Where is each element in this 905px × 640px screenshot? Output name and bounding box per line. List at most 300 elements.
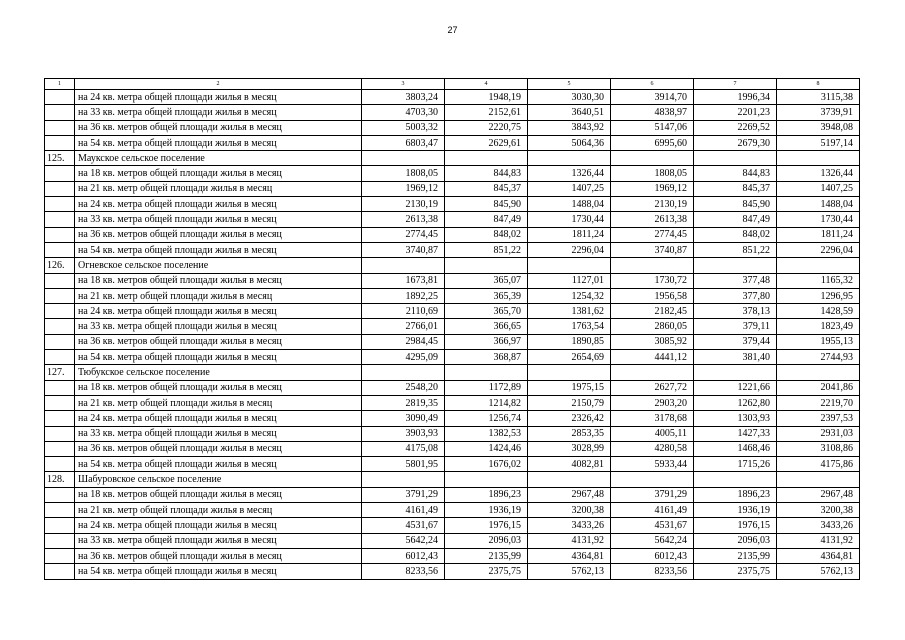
value-cell: 5003,32 — [362, 120, 445, 135]
row-number-cell — [45, 334, 75, 349]
value-cell: 845,37 — [694, 181, 777, 196]
value-cell: 2150,79 — [528, 395, 611, 410]
value-cell: 3085,92 — [611, 334, 694, 349]
value-cell: 2096,03 — [694, 533, 777, 548]
value-cell: 1326,44 — [777, 166, 860, 181]
value-cell: 1488,04 — [528, 197, 611, 212]
value-cell: 2130,19 — [362, 197, 445, 212]
value-cell: 3914,70 — [611, 90, 694, 105]
value-cell: 1428,59 — [777, 304, 860, 319]
value-cell: 4364,81 — [528, 548, 611, 563]
value-cell: 3200,38 — [528, 503, 611, 518]
value-cell: 1890,85 — [528, 334, 611, 349]
value-cell: 4364,81 — [777, 548, 860, 563]
value-cell: 2201,23 — [694, 105, 777, 120]
table-row — [45, 288, 860, 303]
value-cell: 1427,33 — [694, 426, 777, 441]
value-cell: 2152,61 — [445, 105, 528, 120]
row-number-cell — [45, 441, 75, 456]
row-label-cell: на 21 кв. метр общей площади жилья в месяц — [75, 503, 362, 518]
row-number-cell — [45, 227, 75, 242]
value-cell: 2967,48 — [777, 487, 860, 502]
row-number-cell: 126. — [45, 258, 75, 273]
value-cell: 4082,81 — [528, 457, 611, 472]
value-cell: 2269,52 — [694, 120, 777, 135]
row-number-cell — [45, 242, 75, 257]
value-cell: 1715,26 — [694, 457, 777, 472]
value-cell: 381,40 — [694, 350, 777, 365]
table-body — [45, 79, 860, 580]
value-cell: 2548,20 — [362, 380, 445, 395]
value-cell: 1488,04 — [777, 197, 860, 212]
settlement-name-cell: Шабуровское сельское поселение — [75, 472, 362, 487]
value-cell: 377,48 — [694, 273, 777, 288]
table-row — [45, 564, 860, 579]
value-cell: 2041,86 — [777, 380, 860, 395]
value-cell: 365,39 — [445, 288, 528, 303]
value-cell: 3740,87 — [362, 242, 445, 257]
value-cell: 1256,74 — [445, 411, 528, 426]
column-number-cell: 2 — [75, 79, 362, 90]
value-cell: 3090,49 — [362, 411, 445, 426]
row-number-cell — [45, 212, 75, 227]
value-cell: 2853,35 — [528, 426, 611, 441]
column-number-cell: 4 — [445, 79, 528, 90]
value-cell: 2679,30 — [694, 135, 777, 150]
value-cell: 2774,45 — [362, 227, 445, 242]
value-cell: 2326,42 — [528, 411, 611, 426]
value-cell: 2219,70 — [777, 395, 860, 410]
value-cell: 1381,62 — [528, 304, 611, 319]
value-cell: 2860,05 — [611, 319, 694, 334]
value-cell: 2182,45 — [611, 304, 694, 319]
value-cell: 2903,20 — [611, 395, 694, 410]
row-label-cell: на 36 кв. метров общей площади жилья в месяц — [75, 548, 362, 563]
value-cell: 5197,14 — [777, 135, 860, 150]
value-cell — [528, 365, 611, 380]
value-cell — [528, 472, 611, 487]
value-cell: 848,02 — [694, 227, 777, 242]
value-cell — [445, 365, 528, 380]
value-cell: 1127,01 — [528, 273, 611, 288]
value-cell: 4161,49 — [362, 503, 445, 518]
value-cell: 3803,24 — [362, 90, 445, 105]
row-label-cell: на 21 кв. метр общей площади жилья в месяц — [75, 181, 362, 196]
row-label-cell: на 18 кв. метров общей площади жилья в месяц — [75, 487, 362, 502]
row-number-cell — [45, 503, 75, 518]
value-cell: 5064,36 — [528, 135, 611, 150]
column-number-row — [45, 79, 860, 90]
value-cell: 1892,25 — [362, 288, 445, 303]
value-cell: 1673,81 — [362, 273, 445, 288]
row-number-cell — [45, 288, 75, 303]
value-cell: 2654,69 — [528, 350, 611, 365]
tariff-table — [44, 78, 860, 580]
value-cell: 8233,56 — [611, 564, 694, 579]
value-cell: 5762,13 — [528, 564, 611, 579]
value-cell: 378,13 — [694, 304, 777, 319]
value-cell: 5642,24 — [362, 533, 445, 548]
value-cell: 1407,25 — [777, 181, 860, 196]
value-cell: 5147,06 — [611, 120, 694, 135]
value-cell — [528, 258, 611, 273]
row-label-cell: на 36 кв. метров общей площади жилья в месяц — [75, 334, 362, 349]
page-number: 27 — [447, 25, 458, 35]
value-cell — [362, 151, 445, 166]
value-cell: 365,07 — [445, 273, 528, 288]
row-number-cell — [45, 395, 75, 410]
value-cell: 2135,99 — [445, 548, 528, 563]
value-cell: 3115,38 — [777, 90, 860, 105]
value-cell: 1214,82 — [445, 395, 528, 410]
table-row — [45, 120, 860, 135]
row-label-cell: на 36 кв. метров общей площади жилья в месяц — [75, 441, 362, 456]
value-cell — [528, 151, 611, 166]
table-row — [45, 135, 860, 150]
table-row — [45, 90, 860, 105]
table-row — [45, 273, 860, 288]
value-cell: 3791,29 — [611, 487, 694, 502]
table-row — [45, 518, 860, 533]
value-cell: 1424,46 — [445, 441, 528, 456]
row-label-cell: на 24 кв. метра общей площади жилья в месяц — [75, 304, 362, 319]
row-label-cell: на 33 кв. метра общей площади жилья в месяц — [75, 426, 362, 441]
column-number-cell: 7 — [694, 79, 777, 90]
column-number-cell: 3 — [362, 79, 445, 90]
value-cell — [777, 258, 860, 273]
row-number-cell — [45, 304, 75, 319]
row-number-cell: 125. — [45, 151, 75, 166]
table-row — [45, 411, 860, 426]
value-cell: 5933,44 — [611, 457, 694, 472]
value-cell: 1172,89 — [445, 380, 528, 395]
row-number-cell — [45, 533, 75, 548]
row-number-cell — [45, 90, 75, 105]
value-cell: 3433,26 — [528, 518, 611, 533]
value-cell: 4703,30 — [362, 105, 445, 120]
row-label-cell: на 54 кв. метра общей площади жилья в месяц — [75, 135, 362, 150]
row-label-cell: на 24 кв. метра общей площади жилья в месяц — [75, 411, 362, 426]
value-cell: 1382,53 — [445, 426, 528, 441]
value-cell: 2819,35 — [362, 395, 445, 410]
value-cell: 3791,29 — [362, 487, 445, 502]
value-cell: 2296,04 — [528, 242, 611, 257]
value-cell — [445, 151, 528, 166]
table-row — [45, 166, 860, 181]
value-cell: 4531,67 — [611, 518, 694, 533]
table-row — [45, 350, 860, 365]
value-cell: 1969,12 — [362, 181, 445, 196]
value-cell: 2613,38 — [362, 212, 445, 227]
value-cell: 6012,43 — [611, 548, 694, 563]
row-label-cell: на 36 кв. метров общей площади жилья в месяц — [75, 120, 362, 135]
table-row — [45, 227, 860, 242]
row-number-cell — [45, 319, 75, 334]
value-cell: 366,65 — [445, 319, 528, 334]
table-row — [45, 441, 860, 456]
row-number-cell: 128. — [45, 472, 75, 487]
table-row — [45, 503, 860, 518]
row-number-cell — [45, 105, 75, 120]
value-cell: 2096,03 — [445, 533, 528, 548]
value-cell — [777, 472, 860, 487]
value-cell — [611, 258, 694, 273]
value-cell — [445, 472, 528, 487]
value-cell — [611, 472, 694, 487]
value-cell: 2375,75 — [445, 564, 528, 579]
value-cell: 2931,03 — [777, 426, 860, 441]
row-label-cell: на 18 кв. метров общей площади жилья в месяц — [75, 166, 362, 181]
value-cell: 2375,75 — [694, 564, 777, 579]
column-number-cell: 5 — [528, 79, 611, 90]
row-number-cell — [45, 564, 75, 579]
value-cell: 1969,12 — [611, 181, 694, 196]
value-cell: 1823,49 — [777, 319, 860, 334]
table-row — [45, 105, 860, 120]
table-row — [45, 395, 860, 410]
table-row — [45, 548, 860, 563]
value-cell: 1303,93 — [694, 411, 777, 426]
value-cell — [694, 258, 777, 273]
value-cell: 2296,04 — [777, 242, 860, 257]
value-cell: 1468,46 — [694, 441, 777, 456]
row-label-cell: на 21 кв. метр общей площади жилья в месяц — [75, 288, 362, 303]
value-cell: 1975,15 — [528, 380, 611, 395]
value-cell — [611, 151, 694, 166]
value-cell: 845,90 — [694, 197, 777, 212]
value-cell: 1936,19 — [694, 503, 777, 518]
value-cell: 847,49 — [445, 212, 528, 227]
row-label-cell: на 18 кв. метров общей площади жилья в месяц — [75, 273, 362, 288]
value-cell: 4441,12 — [611, 350, 694, 365]
value-cell: 1407,25 — [528, 181, 611, 196]
row-label-cell: на 33 кв. метра общей площади жилья в месяц — [75, 105, 362, 120]
value-cell: 844,83 — [445, 166, 528, 181]
settlement-header-row — [45, 365, 860, 380]
value-cell — [777, 151, 860, 166]
value-cell: 6995,60 — [611, 135, 694, 150]
value-cell: 847,49 — [694, 212, 777, 227]
settlement-name-cell: Тюбукское сельское поселение — [75, 365, 362, 380]
value-cell: 1763,54 — [528, 319, 611, 334]
value-cell: 3739,91 — [777, 105, 860, 120]
value-cell: 2220,75 — [445, 120, 528, 135]
value-cell: 4295,09 — [362, 350, 445, 365]
value-cell: 1976,15 — [694, 518, 777, 533]
row-number-cell — [45, 518, 75, 533]
value-cell: 1956,58 — [611, 288, 694, 303]
value-cell: 6012,43 — [362, 548, 445, 563]
value-cell: 2613,38 — [611, 212, 694, 227]
value-cell: 4175,86 — [777, 457, 860, 472]
value-cell — [362, 258, 445, 273]
row-label-cell: на 24 кв. метра общей площади жилья в месяц — [75, 90, 362, 105]
value-cell: 2110,69 — [362, 304, 445, 319]
value-cell: 1808,05 — [362, 166, 445, 181]
value-cell — [694, 365, 777, 380]
value-cell — [694, 151, 777, 166]
row-number-cell — [45, 197, 75, 212]
value-cell: 1808,05 — [611, 166, 694, 181]
value-cell: 3433,26 — [777, 518, 860, 533]
value-cell: 5762,13 — [777, 564, 860, 579]
row-label-cell: на 24 кв. метра общей площади жилья в месяц — [75, 518, 362, 533]
table-row — [45, 334, 860, 349]
row-number-cell — [45, 120, 75, 135]
value-cell: 1936,19 — [445, 503, 528, 518]
value-cell: 1676,02 — [445, 457, 528, 472]
table-row — [45, 457, 860, 472]
value-cell: 4131,92 — [528, 533, 611, 548]
value-cell: 3903,93 — [362, 426, 445, 441]
value-cell: 365,70 — [445, 304, 528, 319]
value-cell: 2130,19 — [611, 197, 694, 212]
value-cell: 1996,34 — [694, 90, 777, 105]
value-cell — [362, 365, 445, 380]
value-cell: 1896,23 — [694, 487, 777, 502]
table-row — [45, 181, 860, 196]
value-cell: 2744,93 — [777, 350, 860, 365]
value-cell: 3028,99 — [528, 441, 611, 456]
value-cell: 6803,47 — [362, 135, 445, 150]
row-label-cell: на 21 кв. метр общей площади жилья в месяц — [75, 395, 362, 410]
value-cell: 3200,38 — [777, 503, 860, 518]
table-row — [45, 319, 860, 334]
row-label-cell: на 54 кв. метра общей площади жилья в месяц — [75, 242, 362, 257]
value-cell: 848,02 — [445, 227, 528, 242]
value-cell: 2766,01 — [362, 319, 445, 334]
value-cell: 2397,53 — [777, 411, 860, 426]
value-cell: 368,87 — [445, 350, 528, 365]
value-cell: 2984,45 — [362, 334, 445, 349]
row-label-cell: на 18 кв. метров общей площади жилья в месяц — [75, 380, 362, 395]
value-cell: 5801,95 — [362, 457, 445, 472]
row-number-cell — [45, 380, 75, 395]
row-number-cell — [45, 135, 75, 150]
value-cell: 851,22 — [445, 242, 528, 257]
value-cell — [445, 258, 528, 273]
row-label-cell: на 33 кв. метра общей площади жилья в месяц — [75, 533, 362, 548]
value-cell: 3843,92 — [528, 120, 611, 135]
row-number-cell — [45, 350, 75, 365]
value-cell: 844,83 — [694, 166, 777, 181]
table-row — [45, 533, 860, 548]
table-row — [45, 380, 860, 395]
table-row — [45, 212, 860, 227]
value-cell: 845,37 — [445, 181, 528, 196]
value-cell: 1296,95 — [777, 288, 860, 303]
value-cell: 3740,87 — [611, 242, 694, 257]
settlement-header-row — [45, 472, 860, 487]
row-label-cell: на 24 кв. метра общей площади жилья в месяц — [75, 197, 362, 212]
value-cell: 4175,08 — [362, 441, 445, 456]
row-number-cell — [45, 457, 75, 472]
table-row — [45, 487, 860, 502]
row-label-cell: на 54 кв. метра общей площади жилья в месяц — [75, 564, 362, 579]
column-number-cell: 1 — [45, 79, 75, 90]
value-cell — [611, 365, 694, 380]
row-number-cell — [45, 548, 75, 563]
value-cell: 4838,97 — [611, 105, 694, 120]
value-cell: 366,97 — [445, 334, 528, 349]
row-number-cell — [45, 426, 75, 441]
row-number-cell — [45, 411, 75, 426]
settlement-header-row — [45, 151, 860, 166]
value-cell: 3640,51 — [528, 105, 611, 120]
settlement-header-row — [45, 258, 860, 273]
value-cell: 3030,30 — [528, 90, 611, 105]
value-cell: 1730,44 — [777, 212, 860, 227]
table-row — [45, 426, 860, 441]
row-number-cell — [45, 487, 75, 502]
value-cell: 1254,32 — [528, 288, 611, 303]
value-cell: 3178,68 — [611, 411, 694, 426]
value-cell: 8233,56 — [362, 564, 445, 579]
value-cell: 1976,15 — [445, 518, 528, 533]
row-number-cell — [45, 273, 75, 288]
value-cell: 1221,66 — [694, 380, 777, 395]
column-number-cell: 8 — [777, 79, 860, 90]
value-cell: 4161,49 — [611, 503, 694, 518]
value-cell: 845,90 — [445, 197, 528, 212]
value-cell — [362, 472, 445, 487]
value-cell: 4280,58 — [611, 441, 694, 456]
value-cell: 377,80 — [694, 288, 777, 303]
value-cell: 4005,11 — [611, 426, 694, 441]
value-cell: 1811,24 — [528, 227, 611, 242]
value-cell: 2967,48 — [528, 487, 611, 502]
settlement-name-cell: Огневское сельское поселение — [75, 258, 362, 273]
value-cell: 2135,99 — [694, 548, 777, 563]
row-number-cell — [45, 166, 75, 181]
value-cell: 379,44 — [694, 334, 777, 349]
row-label-cell: на 54 кв. метра общей площади жилья в месяц — [75, 350, 362, 365]
value-cell: 1165,32 — [777, 273, 860, 288]
settlement-name-cell: Маукское сельское поселение — [75, 151, 362, 166]
value-cell: 1730,44 — [528, 212, 611, 227]
row-label-cell: на 54 кв. метра общей площади жилья в месяц — [75, 457, 362, 472]
value-cell: 3948,08 — [777, 120, 860, 135]
value-cell: 851,22 — [694, 242, 777, 257]
table-row — [45, 304, 860, 319]
value-cell: 2627,72 — [611, 380, 694, 395]
value-cell: 5642,24 — [611, 533, 694, 548]
table-row — [45, 197, 860, 212]
value-cell: 1896,23 — [445, 487, 528, 502]
value-cell: 1955,13 — [777, 334, 860, 349]
value-cell: 1326,44 — [528, 166, 611, 181]
value-cell — [777, 365, 860, 380]
row-label-cell: на 36 кв. метров общей площади жилья в месяц — [75, 227, 362, 242]
row-label-cell: на 33 кв. метра общей площади жилья в месяц — [75, 319, 362, 334]
value-cell: 2629,61 — [445, 135, 528, 150]
table-row — [45, 242, 860, 257]
value-cell: 2774,45 — [611, 227, 694, 242]
value-cell: 1730,72 — [611, 273, 694, 288]
value-cell: 1948,19 — [445, 90, 528, 105]
row-number-cell: 127. — [45, 365, 75, 380]
value-cell: 3108,86 — [777, 441, 860, 456]
value-cell: 1262,80 — [694, 395, 777, 410]
value-cell: 4131,92 — [777, 533, 860, 548]
row-number-cell — [45, 181, 75, 196]
value-cell: 1811,24 — [777, 227, 860, 242]
value-cell: 379,11 — [694, 319, 777, 334]
value-cell — [694, 472, 777, 487]
value-cell: 4531,67 — [362, 518, 445, 533]
row-label-cell: на 33 кв. метра общей площади жилья в месяц — [75, 212, 362, 227]
column-number-cell: 6 — [611, 79, 694, 90]
